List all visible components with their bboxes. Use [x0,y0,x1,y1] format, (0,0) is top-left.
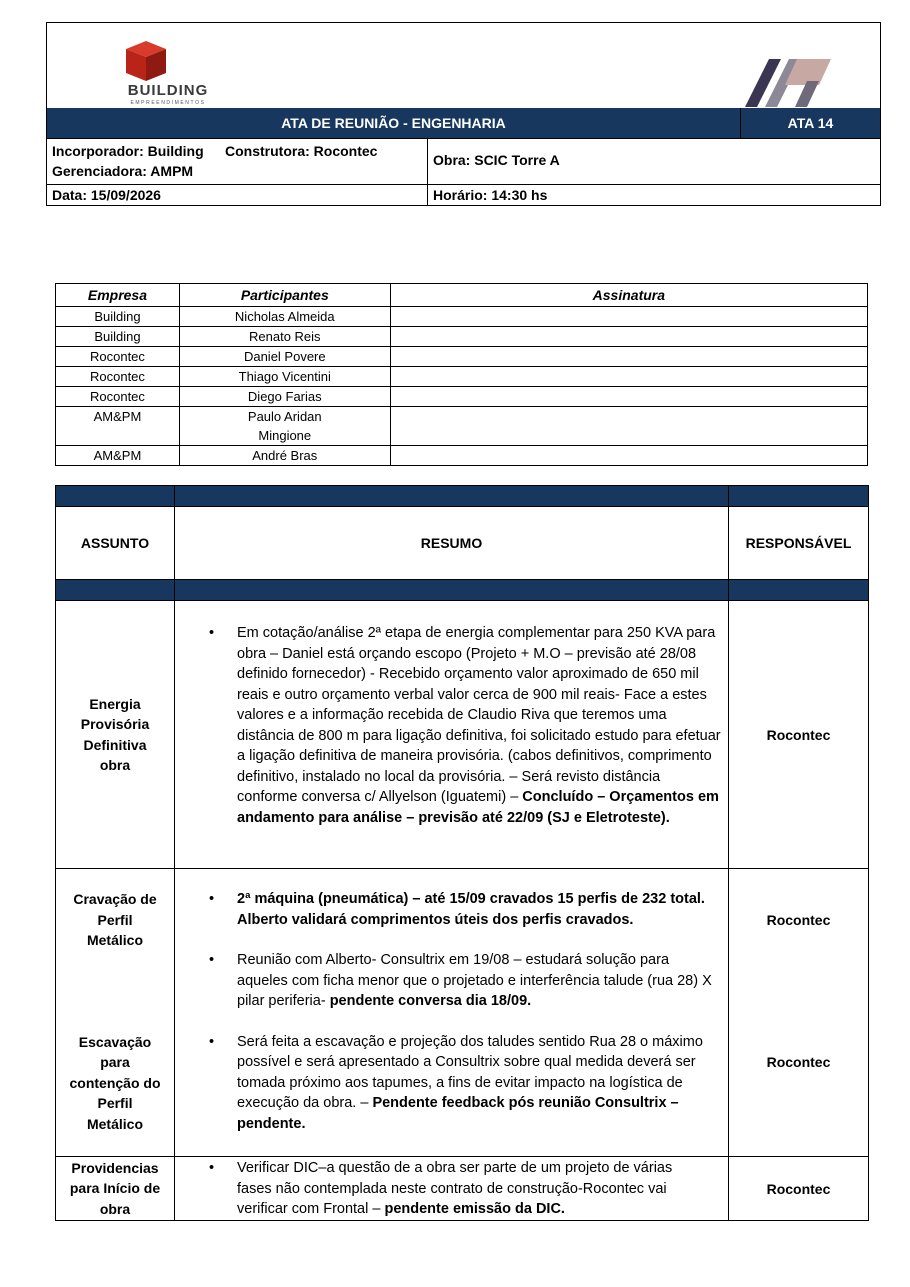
subject-line: Energia [89,695,141,712]
header-empresa: Empresa [56,284,180,307]
summary-cell [175,869,729,1157]
subject-line: obra [99,1200,131,1217]
participant-name-line: Mingione [258,428,312,443]
construtora-label: Construtora: Rocontec [225,143,378,159]
subject-line: Metálico [86,1115,143,1132]
signature-cell [390,327,867,347]
subject-line: Provisória [80,716,150,732]
incorporador-label: Incorporador: Building [52,143,204,159]
gerenciadora-label: Gerenciadora: AMPM [52,163,194,179]
table-row [56,446,868,466]
participants-header [56,284,868,307]
minutes-row [56,1157,869,1221]
subject-cell [56,601,175,869]
subject-line: Metálico [86,932,143,948]
document-header [46,22,881,206]
info-row [47,138,880,184]
title-bar [47,108,880,138]
table-row [56,307,868,327]
header-assinatura: Assinatura [390,284,867,307]
subject-line: Perfil [97,1095,133,1111]
obra-label: Obra: SCIC Torre A [433,152,560,168]
signature-cell [390,307,867,327]
participant-cell: Nicholas Almeida [179,307,390,327]
minutes-header [56,507,869,580]
date-label: Data: 15/09/2026 [52,187,161,203]
subject-cell [56,869,175,1157]
subject-line: obra [99,757,131,773]
minutes-row [56,869,869,1157]
participant-cell: Renato Reis [179,327,390,347]
header-assunto: ASSUNTO [56,507,175,580]
minutes-table [55,485,869,1221]
subject-line: para Início de [69,1180,161,1197]
subject-line: Escavação [78,1033,152,1050]
header-participantes: Participantes [179,284,390,307]
signature-cell [390,407,867,446]
date-separator [427,185,428,206]
navy-band [56,580,869,601]
empresa-cell: AM&PM [56,446,180,466]
table-row [56,407,868,446]
summary-cell [175,601,729,869]
empresa-cell: Rocontec [56,367,180,387]
bullet-item: • Será feita a escavação e projeção dos taludes sentido Rua 28 o máximo possível e será apresentado a Consultrix sobre qual medida deverá ser tomada próximo aos tapumes, a fins de evitar impacto na logística de execução da obra. – Pendente feedback pós reunião Consultrix – pendente. [237,1032,714,1135]
header-resumo: RESUMO [175,507,729,580]
summary-cell [175,1157,729,1221]
subject-line: Cravação de [73,891,157,907]
subject-cell [56,1157,175,1221]
logo-area [47,23,880,108]
empresa-cell: Rocontec [56,347,180,367]
partner-logo-icon [745,55,835,107]
signature-cell [390,446,867,466]
info-separator [427,139,428,184]
table-row [56,367,868,387]
participant-cell: Diego Farias [179,387,390,407]
bullet-item: • 2ª máquina (pneumática) – até 15/09 cravados 15 perfis de 232 total. Alberto validará comprimentos úteis dos perfis cravados. [237,889,714,930]
empresa-cell: Building [56,307,180,327]
responsible-cell: Rocontec [729,1157,869,1221]
participant-name-line: Paulo Aridan [247,409,322,424]
participant-cell: Thiago Vicentini [179,367,390,387]
signature-cell [390,367,867,387]
empresa-cell: AM&PM [56,407,180,446]
navy-band [56,486,869,507]
participant-cell: Daniel Povere [179,347,390,367]
subject-line: Providencias [71,1159,159,1176]
subject-line: para [100,1054,130,1070]
document-title: ATA DE REUNIÃO - ENGENHARIA [281,115,506,131]
responsible-name: Rocontec [766,1054,831,1070]
minutes-row [56,601,869,869]
signature-cell [390,347,867,367]
table-row [56,347,868,367]
table-row [56,327,868,347]
header-responsavel: RESPONSÁVEL [729,507,869,580]
participant-cell [179,407,390,446]
participant-cell: André Bras [179,446,390,466]
responsible-cell [729,869,869,1157]
empresa-cell: Rocontec [56,387,180,407]
building-cube-icon [124,41,168,81]
bullet-item: • Reunião com Alberto- Consultrix em 19/08 – estudará solução para aqueles com ficha menor que o projetado e interferência talude (rua 28) X pilar periferia- pendente conversa dia 18/09. [237,950,714,1012]
date-row [47,184,880,206]
brand-subtitle: EMPREENDIMENTOS [130,100,206,106]
participants-table [55,283,868,466]
table-row [56,387,868,407]
bullet-item: • Verificar DIC–a questão de a obra ser parte de um projeto de várias fases não contemplada neste contrato de construção-Rocontec vai verificar com Frontal – pendente emissão da DIC. [237,1158,704,1220]
responsible-cell: Rocontec [729,601,869,869]
ata-number: ATA 14 [787,115,834,131]
subject-line: Definitiva [83,736,147,753]
empresa-cell: Building [56,327,180,347]
responsible-name: Rocontec [766,912,831,928]
bullet-item: • Em cotação/análise 2ª etapa de energia complementar para 250 KVA para obra – Daniel está orçando escopo (Projeto + M.O – previsão até 28/08 definido fornecedor) - Recebido orçamento valor aproximado de 650 mil reais e outro orçamento verbal valor cerca de 900 mil reais- Face a estes valores e a informação recebida de Claudio Riva que teremos uma distância de 800 m para ligação definitiva, foi solicitado estudo para efetuar a ligação definitiva de maneira provisória. (cabos definitivos, comprimento definitivo, instalado no local da provisória. – Será revisto distância conforme conversa c/ Allyelson (Iguatemi) – Concluído – Orçamentos em andamento para análise – previsão até 22/09 (SJ e Eletroteste). [237,623,724,828]
time-label: Horário: 14:30 hs [433,187,548,203]
signature-cell [390,387,867,407]
brand-name: BUILDING [127,82,209,99]
subject-line: contenção do [69,1074,161,1091]
subject-line: Perfil [97,911,133,928]
